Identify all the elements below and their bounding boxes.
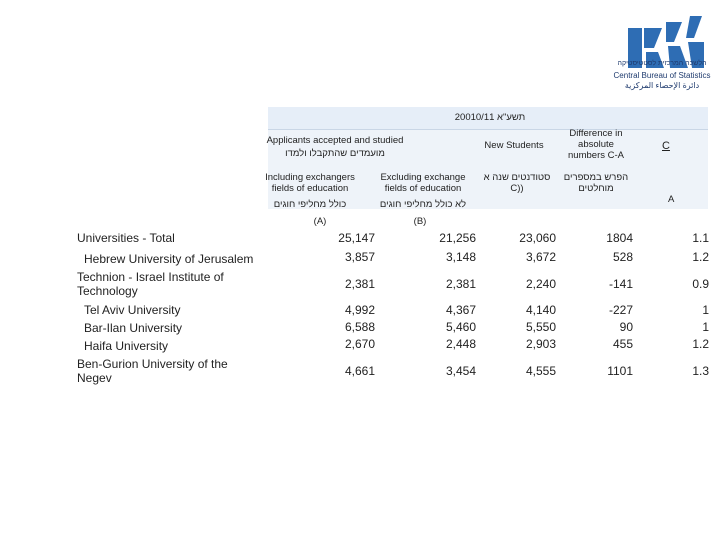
new-students-header: New Students [484,140,544,151]
cell-excl: 3,454 [445,364,476,378]
cell-diff: 1101 [607,364,633,378]
cell-ratio: 1.2 [692,250,709,264]
cell-new: 4,140 [525,303,556,317]
cell-incl: 4,661 [344,364,375,378]
a-label: A [668,194,675,205]
cell-excl: 21,256 [439,231,476,245]
difference-header-he: הפרש במספרים מוחלטים [563,172,629,194]
col-a-label: (A) [313,216,327,227]
cell-ratio: 1 [702,303,709,317]
header-divider [268,129,708,130]
cell-new: 3,672 [525,250,556,264]
including-header: Including exchangers fields of education [265,172,355,194]
col-b-label: (B) [413,216,427,227]
excluding-header-he: לא כולל מחליפי חוגים [379,199,467,210]
cell-diff: 528 [612,250,633,264]
logo-hebrew-text: הלשכה המרכזית לסטטיסטיקה [617,60,707,67]
logo-arabic-text: دائرة الإحصاء المركزية [624,81,700,90]
cell-ratio: 0.9 [692,277,709,291]
year-label: תשע"א 20010/11 [454,112,526,123]
cell-incl: 4,992 [344,303,375,317]
new-students-header-he: סטודנטים שנה א C)) [483,172,551,194]
cell-excl: 3,148 [445,250,476,264]
excluding-header: Excluding exchange fields of education [380,172,466,194]
cell-new: 2,903 [525,337,556,351]
c-link[interactable]: C [662,140,670,152]
cell-diff: 1804 [606,231,633,245]
including-header-he: כולל מחליפי חוגים [273,199,347,210]
logo-english-text: Central Bureau of Statistics [613,71,711,80]
row-label: Haifa University [84,339,169,353]
cell-ratio: 1.2 [692,337,709,351]
cell-excl: 2,381 [445,277,476,291]
cell-new: 4,555 [525,364,556,378]
applicants-header-he: מועמדים שהתקבלו ולמדו [285,148,385,159]
cell-diff: -141 [608,277,633,291]
row-label: Bar-Ilan University [84,321,183,335]
cell-ratio: 1.3 [692,364,709,378]
cell-excl: 2,448 [445,337,476,351]
cell-new: 2,240 [525,277,556,291]
cell-incl: 25,147 [338,231,375,245]
cell-incl: 2,670 [344,337,375,351]
difference-header: Difference in absolute numbers C-A [568,128,624,161]
cell-new: 23,060 [519,231,556,245]
cell-incl: 6,588 [344,320,375,334]
cell-diff: 90 [619,320,633,334]
row-label: Hebrew University of Jerusalem [84,252,254,266]
row-label: Tel Aviv University [84,303,181,317]
cell-diff: -227 [608,303,633,317]
applicants-header: Applicants accepted and studied [266,135,404,146]
cell-new: 5,550 [525,320,556,334]
cell-excl: 5,460 [445,320,476,334]
cell-excl: 4,367 [445,303,476,317]
row-label: Universities - Total [77,231,175,245]
cell-diff: 455 [612,337,633,351]
cell-incl: 3,857 [344,250,375,264]
row-label: Ben-Gurion University of the Negev [77,357,228,385]
cell-ratio: 1 [702,320,709,334]
cell-incl: 2,381 [344,277,375,291]
row-label: Technion - Israel Institute of Technology [77,270,224,298]
cell-ratio: 1.1 [692,231,709,245]
